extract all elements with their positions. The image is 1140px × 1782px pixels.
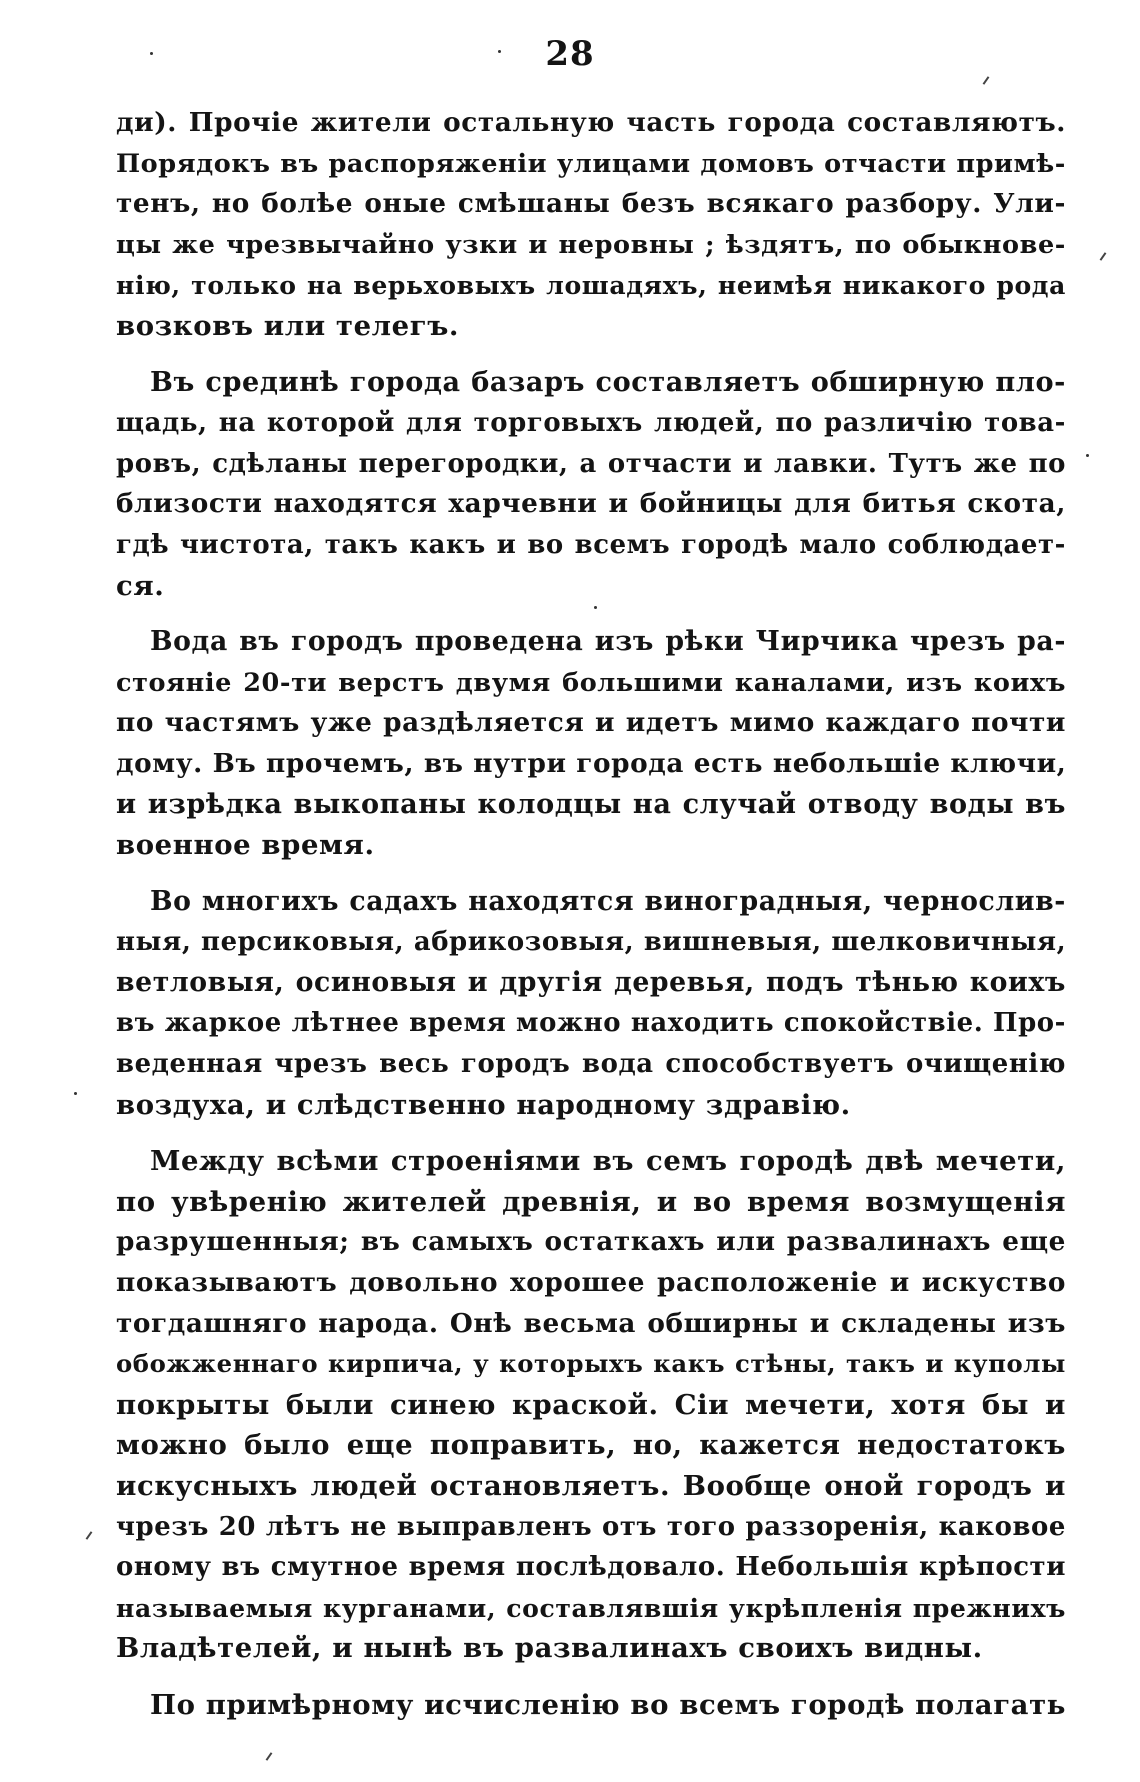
text-line: ди). Прочіе жители остальную часть города составляютъ. xyxy=(116,107,1066,138)
text-line: искусныхъ людей остановляетъ. Вообще оной городъ и xyxy=(116,1470,1066,1502)
text-line: Порядокъ въ распоряженіи улицами домовъ отчасти примѣ- xyxy=(116,148,1066,179)
paragraph-6 xyxy=(116,1685,1066,1726)
text-line: въ жаркое лѣтнее время можно находить спокойствіе. Про- xyxy=(116,1008,1066,1039)
scan-speck xyxy=(1086,454,1089,457)
paragraph-5 xyxy=(116,1141,1066,1669)
text-line: стояніе 20-ти верстъ двумя большими каналами, изъ коихъ xyxy=(116,667,1066,698)
text-line: показываютъ довольно хорошее расположеніе и искуство xyxy=(116,1267,1066,1299)
text-line: и изрѣдка выкопаны колодцы на случай отводу воды въ xyxy=(116,788,1066,820)
text-line: военное время. xyxy=(116,829,375,862)
scan-speck xyxy=(86,1531,93,1540)
text-line: чрезъ 20 лѣтъ не выправленъ отъ того раззоренія, каковое xyxy=(116,1511,1066,1542)
text-line: близости находятся харчевни и бойницы для битья скота, xyxy=(116,488,1066,520)
text-line: щадь, на которой для торговыхъ людей, по различію това- xyxy=(116,408,1066,439)
paragraph-2 xyxy=(116,363,1066,607)
body-text xyxy=(116,103,1066,1726)
scan-speck xyxy=(266,1752,273,1761)
text-line: покрыты были синею краской. Сіи мечети, хотя бы и xyxy=(116,1388,1066,1421)
text-line: Во многихъ садахъ находятся виноградныя, чернослив- xyxy=(150,885,1066,917)
text-line: оному въ смутное время послѣдовало. Небольшія крѣпости xyxy=(116,1552,1066,1583)
text-line: веденная чрезъ весь городъ вода способствуетъ очищенію xyxy=(116,1049,1066,1080)
text-line: цы же чрезвычайно узки и неровны ; ѣздятъ, по обыкнове- xyxy=(116,229,1066,260)
text-line: ровъ, сдѣланы перегородки, а отчасти и лавки. Тутъ же по xyxy=(116,448,1066,479)
paragraph-4 xyxy=(116,882,1066,1126)
scan-speck xyxy=(150,52,153,55)
text-line: по частямъ уже раздѣляется и идетъ мимо каждаго почти xyxy=(116,707,1066,739)
text-line: называемыя курганами, составлявшія укрѣпленія прежнихъ xyxy=(116,1592,1066,1623)
text-line: обожженнаго кирпича, у которыхъ какъ стѣны, такъ и куполы xyxy=(116,1349,1066,1379)
text-line: можно было еще поправить, но, кажется недостатокъ xyxy=(116,1429,1066,1462)
page-number: 28 xyxy=(545,34,595,74)
scan-speck xyxy=(498,50,501,53)
text-line: Владѣтелей, и нынѣ въ развалинахъ своихъ видны. xyxy=(116,1632,983,1665)
text-line: тенъ, но болѣе оные смѣшаны безъ всякаго разбору. Ули- xyxy=(116,188,1066,220)
text-line: ветловыя, осиновыя и другія деревья, подъ тѣнью коихъ xyxy=(116,966,1066,998)
text-line: тогдашняго народа. Онѣ весьма обширны и складены изъ xyxy=(116,1307,1066,1339)
text-line: гдѣ чистота, такъ какъ и во всемъ городѣ мало соблюдает- xyxy=(116,529,1066,560)
text-line: Въ срединѣ города базаръ составляетъ обширную пло- xyxy=(150,366,1066,398)
text-line: нію, только на верьховыхъ лошадяхъ, неимѣя никакого рода xyxy=(116,270,1066,301)
text-line: разрушенныя; въ самыхъ остаткахъ или развалинахъ еще xyxy=(116,1226,1066,1258)
scan-speck xyxy=(983,76,990,85)
paragraph-1 xyxy=(116,103,1066,347)
text-line: возковъ или телегъ. xyxy=(116,309,460,342)
paragraph-3 xyxy=(116,622,1066,866)
text-line: дому. Въ прочемъ, въ нутри города есть небольшіе ключи, xyxy=(116,747,1067,779)
text-line: По примѣрному исчисленію во всемъ городѣ полагать xyxy=(150,1688,1066,1721)
text-line: воздуха, и слѣдственно народному здравію. xyxy=(116,1088,851,1121)
scan-speck xyxy=(594,606,597,609)
scan-speck xyxy=(1100,252,1107,261)
scan-speck xyxy=(74,1092,77,1095)
text-line: по увѣренію жителей древнія, и во время возмущенія xyxy=(116,1185,1066,1218)
text-line: Между всѣми строеніями въ семъ городѣ двѣ мечети, xyxy=(150,1145,1066,1178)
text-line: ся. xyxy=(116,569,165,602)
text-line: ныя, персиковыя, абрикозовыя, вишневыя, шелковичныя, xyxy=(116,927,1067,958)
text-line: Вода въ городъ проведена изъ рѣки Чирчика чрезъ ра- xyxy=(150,626,1066,658)
